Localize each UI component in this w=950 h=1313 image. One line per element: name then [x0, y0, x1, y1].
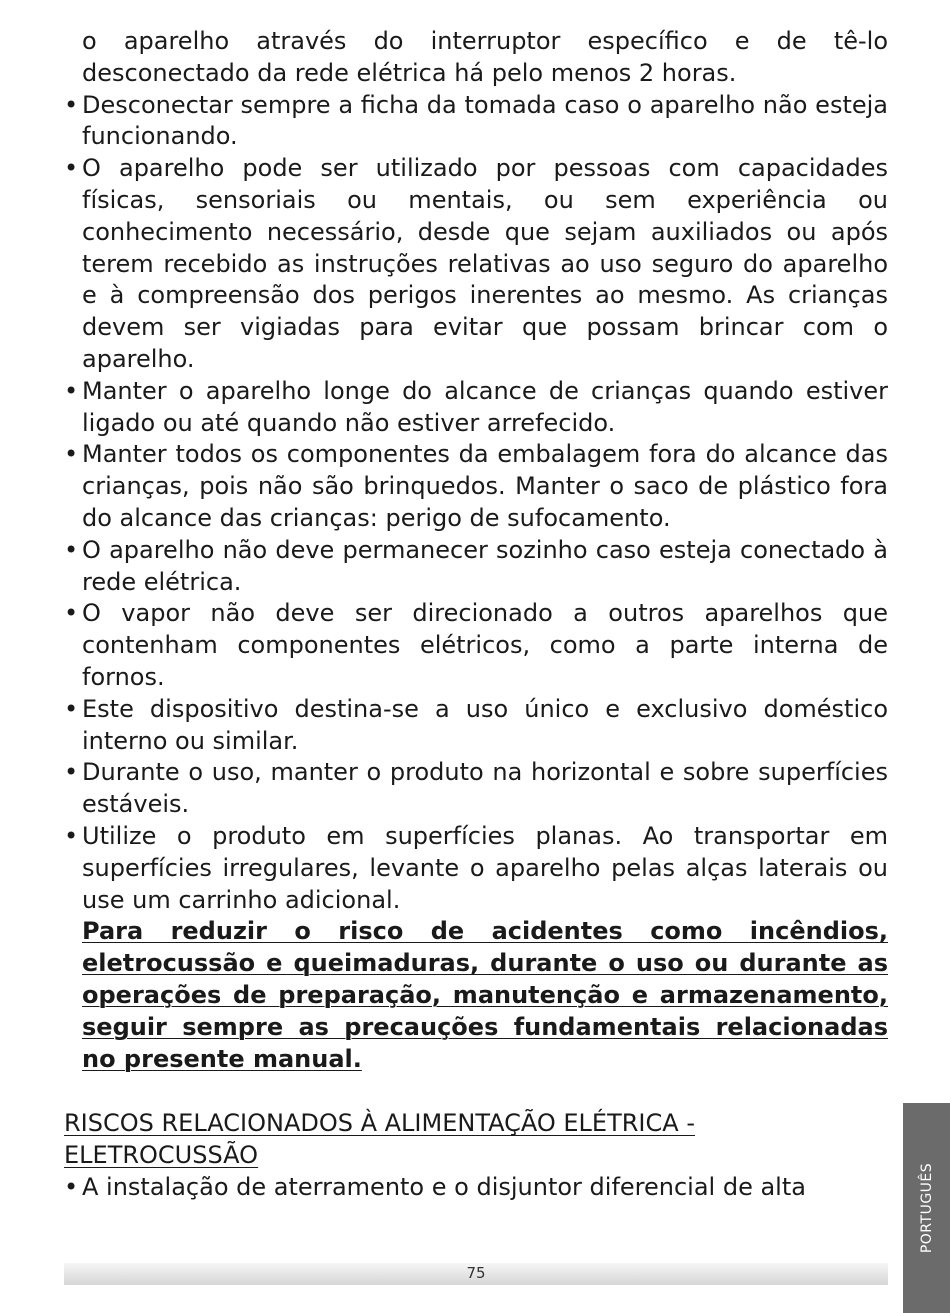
- page-content: [64, 26, 888, 1204]
- bullet-item: • A instalação de aterramento e o disjuntor diferencial de alta: [64, 1172, 888, 1204]
- bullet-item: • Manter o aparelho longe do alcance de crianças quando estiver ligado ou até quando não estiver arrefecido.: [64, 376, 888, 440]
- bullet-item: • Desconectar sempre a ficha da tomada caso o aparelho não esteja funcionando.: [64, 90, 888, 154]
- safety-warning: Para reduzir o risco de acidentes como incêndios, eletrocussão e queimaduras, durante o uso ou durante as operações de preparação, manutenção e armazenamento, seguir sempre as precauções fundamentais relacionadas no presente manual.: [82, 917, 888, 1073]
- language-tab-label: PORTUGUÊS: [918, 1162, 935, 1254]
- section-heading: RISCOS RELACIONADOS À ALIMENTAÇÃO ELÉTRICA - ELETROCUSSÃO: [64, 1109, 695, 1170]
- bullet-item: • O aparelho pode ser utilizado por pessoas com capacidades físicas, sensoriais ou mentais, ou sem experiência ou conhecimento necessário, desde que sejam auxiliados ou após terem recebido as instruções relativas ao uso seguro do aparelho e à compreensão dos perigos inerentes ao mesmo. As crianças devem ser vigiadas para evitar que possam brincar com o aparelho.: [64, 153, 888, 376]
- section-bullet-list: [64, 1172, 888, 1204]
- bullet-item: • O vapor não deve ser direcionado a outros aparelhos que contenham componentes elétricos, como a parte interna de fornos.: [64, 598, 888, 693]
- safety-bullet-list: [64, 90, 888, 917]
- page-number: 75: [466, 1264, 486, 1282]
- intro-continuation: o aparelho através do interruptor específico e de tê-lo desconectado da rede elétrica há pelo menos 2 horas.: [82, 27, 888, 87]
- bullet-item: • O aparelho não deve permanecer sozinho caso esteja conectado à rede elétrica.: [64, 535, 888, 599]
- bullet-item: • Durante o uso, manter o produto na horizontal e sobre superfícies estáveis.: [64, 757, 888, 821]
- bullet-item: • Este dispositivo destina-se a uso único e exclusivo doméstico interno ou similar.: [64, 694, 888, 758]
- language-side-tab: [903, 1103, 950, 1313]
- bullet-item: • Utilize o produto em superfícies planas. Ao transportar em superfícies irregulares, levante o aparelho pelas alças laterais ou use um carrinho adicional.: [64, 821, 888, 916]
- bullet-item: • Manter todos os componentes da embalagem fora do alcance das crianças, pois não são brinquedos. Manter o saco de plástico fora do alcance das crianças: perigo de sufocamento.: [64, 439, 888, 534]
- footer-bar: [64, 1263, 888, 1285]
